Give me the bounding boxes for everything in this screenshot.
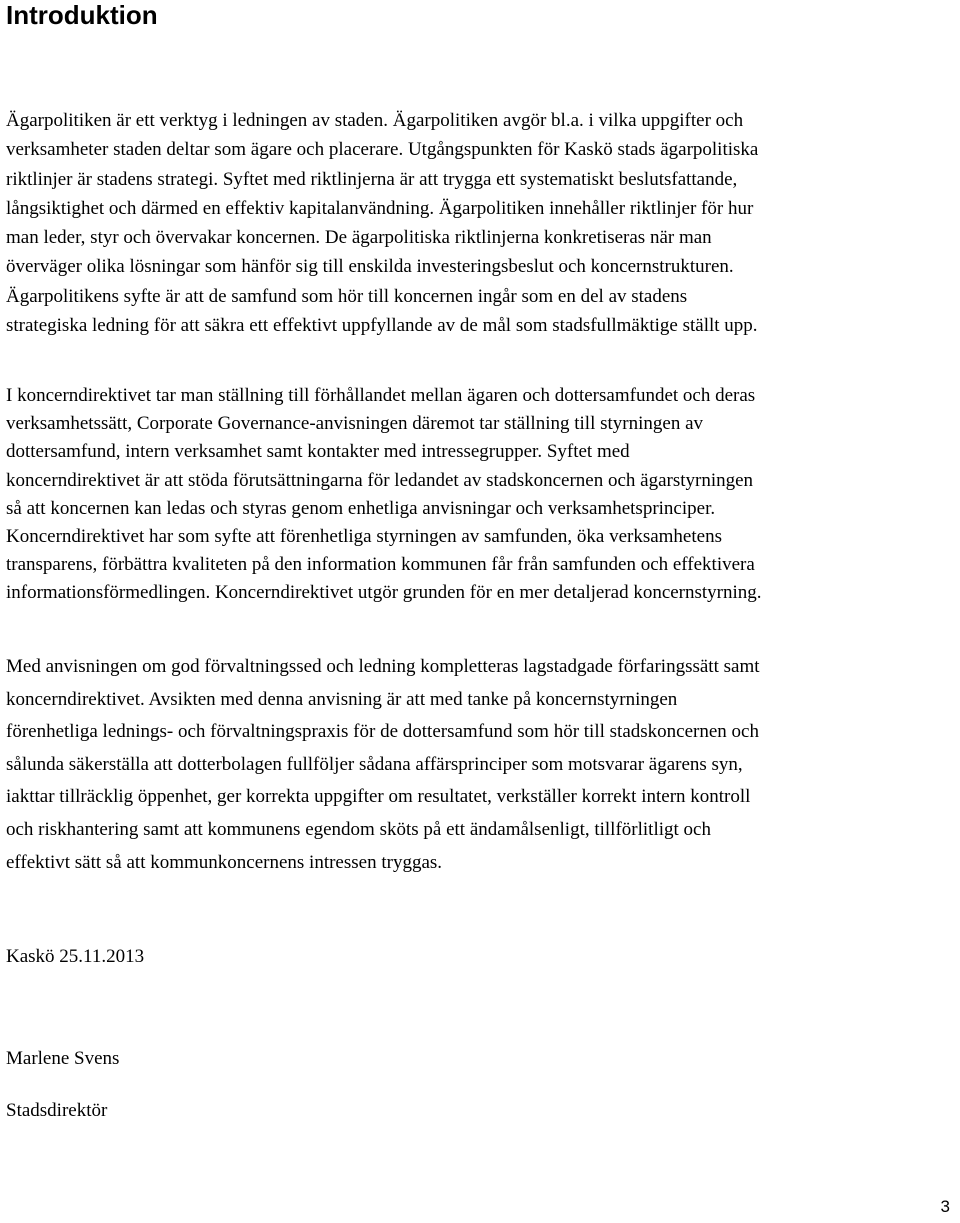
- paragraph-line: överväger olika lösningar som hänför sig till enskilda investeringsbeslut och koncernstrukturen.: [6, 256, 734, 278]
- paragraph-line: Med anvisningen om god förvaltningssed och ledning kompletteras lagstadgade förfaringssätt samt: [6, 656, 760, 677]
- paragraph-line: iakttar tillräcklig öppenhet, ger korrekta uppgifter om resultatet, verkställer korrekt intern kontroll: [6, 786, 751, 808]
- signer-name: Marlene Svens: [6, 1048, 120, 1069]
- paragraph-ownership-policy: [6, 106, 952, 340]
- page-heading: Introduktion: [6, 0, 158, 30]
- paragraph-line: riktlinjer är stadens strategi. Syftet med riktlinjerna är att trygga ett systematiskt beslutsfattande,: [6, 168, 738, 190]
- paragraph-line: så att koncernen kan ledas och styras genom enhetliga anvisningar och verksamhetsprinciper.: [6, 497, 716, 519]
- signer-title: Stadsdirektör: [6, 1100, 108, 1121]
- paragraph-line: sålunda säkerställa att dotterbolagen fullföljer sådana affärsprinciper som motsvarar ägarens syn,: [6, 753, 743, 775]
- page-number: 3: [940, 1197, 950, 1216]
- paragraph-line: informationsförmedlingen. Koncerndirektivet utgör grunden för en mer detaljerad koncernstyrning.: [6, 582, 762, 604]
- paragraph-line: verksamhetssätt, Corporate Governance-anvisningen däremot tar ställning till styrningen av: [6, 413, 703, 435]
- paragraph-line: långsiktighet och därmed en effektiv kapitalanvändning. Ägarpolitiken innehåller riktlinjer för hur: [6, 197, 754, 219]
- paragraph-line: dottersamfund, intern verksamhet samt kontakter med intressegrupper. Syftet med: [6, 441, 630, 463]
- paragraph-line: koncerndirektivet är att stöda förutsättningarna för ledandet av stadskoncernen och ägarstyrningen: [6, 469, 754, 491]
- paragraph-line: Koncerndirektivet har som syfte att förenhetliga styrningen av samfunden, öka verksamhetens: [6, 526, 722, 548]
- paragraph-line: strategiska ledning för att säkra ett effektivt uppfyllande av de mål som stadsfullmäktige ställt upp.: [6, 315, 758, 337]
- paragraph-line: och riskhantering samt att kommunens egendom sköts på ett ändamålsenligt, tillförlitligt och: [6, 818, 711, 840]
- paragraph-line: effektivt sätt så att kommunkoncernens intressen tryggas.: [6, 851, 443, 873]
- paragraph-line: man leder, styr och övervakar koncernen. De ägarpolitiska riktlinjerna konkretiseras när man: [6, 227, 712, 249]
- date-line: Kaskö 25.11.2013: [6, 946, 145, 967]
- paragraph-line: koncerndirektivet. Avsikten med denna anvisning är att med tanke på koncernstyrningen: [6, 688, 678, 710]
- paragraph-line: Ägarpolitiken är ett verktyg i ledningen av staden. Ägarpolitiken avgör bl.a. i vilka uppgifter och: [6, 110, 744, 131]
- paragraph-good-governance: [6, 651, 952, 879]
- paragraph-line: verksamheter staden deltar som ägare och placerare. Utgångspunkten för Kaskö stads ägarpolitiska: [6, 139, 759, 161]
- paragraph-line: I koncerndirektivet tar man ställning till förhållandet mellan ägaren och dottersamfundet och deras: [6, 385, 756, 406]
- paragraph-line: förenhetliga lednings- och förvaltningspraxis för de dottersamfund som hör till stadskoncernen och: [6, 721, 759, 743]
- paragraph-group-directive: [6, 382, 952, 608]
- paragraph-line: Ägarpolitikens syfte är att de samfund som hör till koncernen ingår som en del av stadens: [6, 285, 688, 307]
- paragraph-line: transparens, förbättra kvaliteten på den information kommunen får från samfunden och effektivera: [6, 554, 755, 576]
